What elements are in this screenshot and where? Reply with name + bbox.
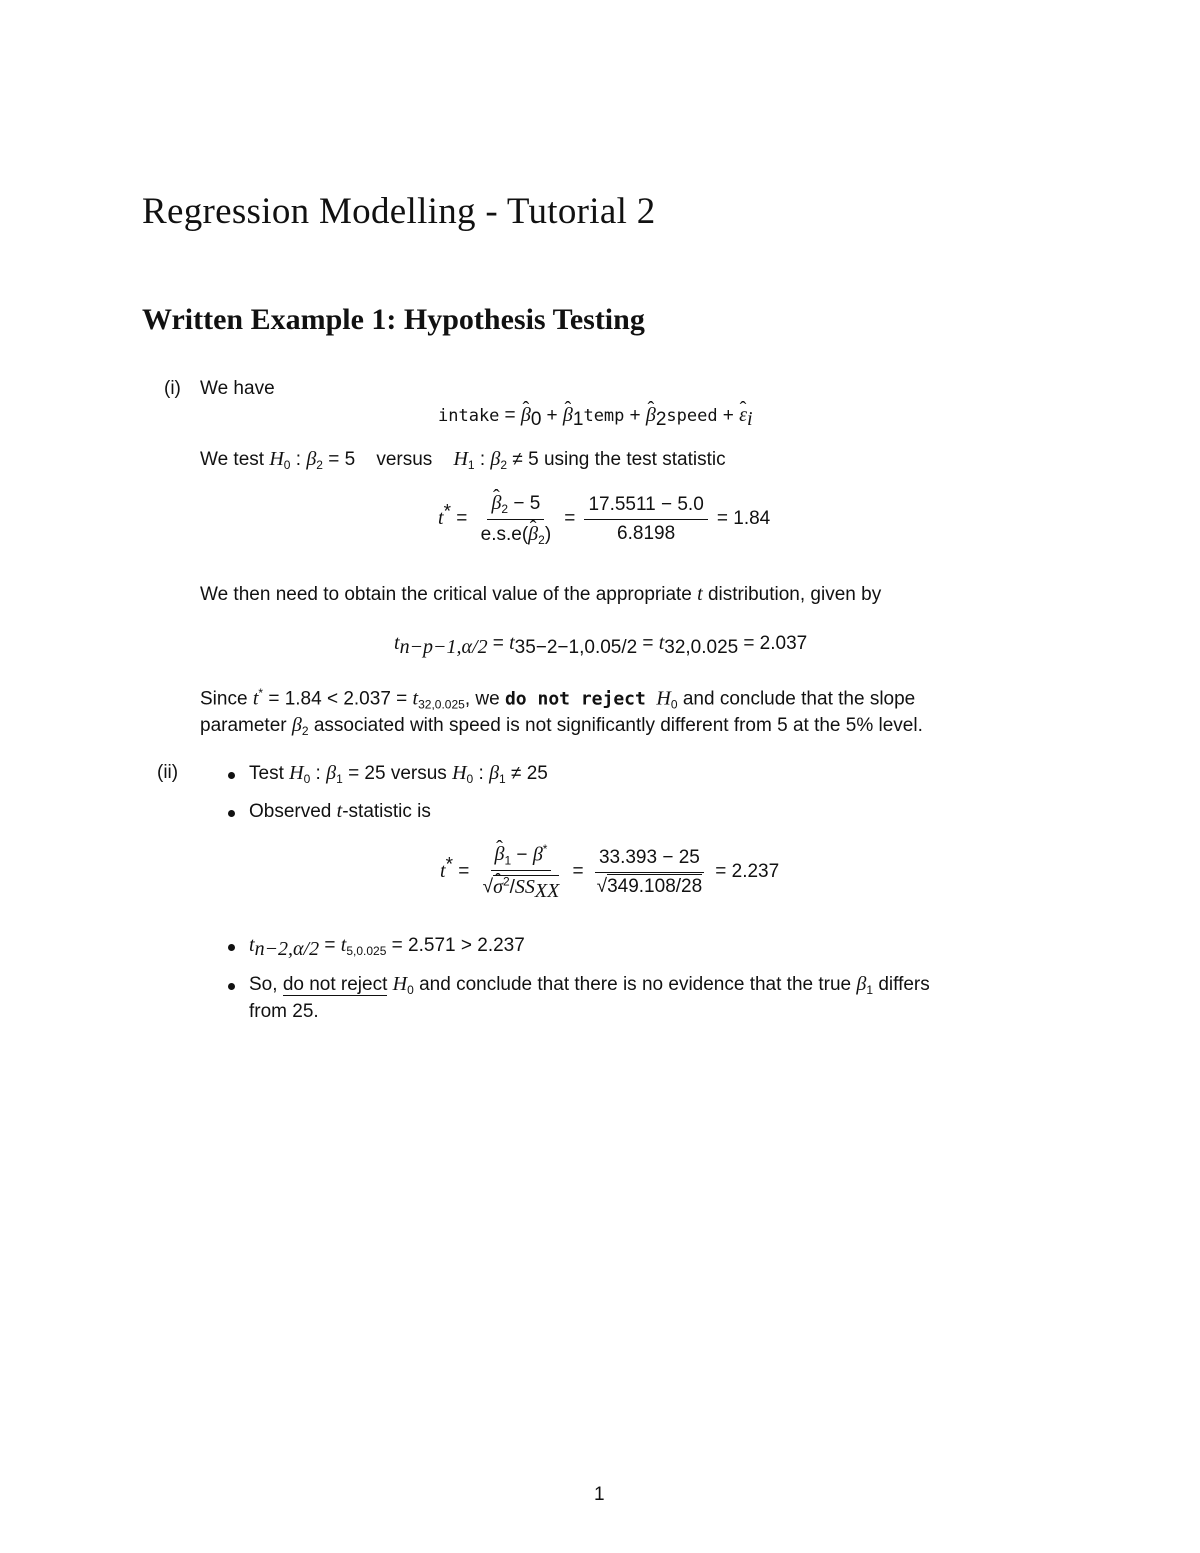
page-title: Regression Modelling - Tutorial 2 — [142, 191, 656, 232]
bullet-3-text: $t_{n-2,\alpha/2} = t_{5,0.025} = 2.571 > 2.237$ — [249, 934, 525, 960]
bullet-1 — [228, 772, 235, 779]
bullet-2-text: Observed t-statistic is — [249, 800, 431, 822]
bullet-2 — [228, 810, 235, 817]
t-statistic-equation-ii: t* = ̂ $\frac{\beta_1 - \beta^*}{√̂ \sigma^2/SS_{XX}}$ = $\frac{33.393 - 25}{√349.108/28}$ = 2.237 — [440, 842, 779, 903]
model-equation: intake = ̂ $\beta_0$ + ̂ $\beta_1temp$ + ̂ $\beta_2speed$ + ̂ $\varepsilon_i$ — [438, 404, 753, 431]
bullet-4-text-line-2: from 25. — [249, 1001, 319, 1022]
bullet-3 — [228, 944, 235, 951]
section-heading: Written Example 1: Hypothesis Testing — [142, 303, 645, 336]
critical-value-equation: $t_{n-p-1,\alpha/2} = t_{35-2-1,0.05/2} = t_{32,0.025} = 2.037$ — [394, 632, 808, 658]
t-statistic-equation-i: t* = ̂ $\frac{\beta_2 - 5}{e.s.e(̂ \beta_2)}$ = $\frac{17.5511 - 5.0}{6.8198}$ = 1.84 — [438, 492, 770, 547]
part-ii-label: (ii) — [157, 762, 179, 783]
critical-value-text: We then need to obtain the critical value of the appropriate t distribution, given by — [200, 583, 882, 605]
hypothesis-line: We test $H_0$ : $\beta_2 = 5$ versus $H_1$ : $\beta_2 \ne 5$ using the test statistic — [200, 448, 726, 472]
bullet-4-text: So, do not reject $H_0$ and conclude that there is no evidence that the true $\beta_1$ differs — [249, 973, 930, 997]
bullet-4 — [228, 983, 235, 990]
bullet-1-text: Test $H_0$ : $\beta_1 = 25$ versus $H_0$ : $\beta_1 \ne 25$ — [249, 762, 548, 786]
part-i-label: (i) — [164, 378, 181, 399]
we-have-text: We have — [200, 378, 275, 399]
conclusion-line-2: parameter $\beta_2$ associated with speed is not significantly different from 5 at the 5% level. — [200, 714, 923, 738]
conclusion-line-1: Since $t^* = 1.84 < 2.037 = t_{32,0.025}$, we do not reject $H_0$ and conclude that the slope — [200, 686, 916, 712]
page-number: 1 — [594, 1484, 605, 1505]
